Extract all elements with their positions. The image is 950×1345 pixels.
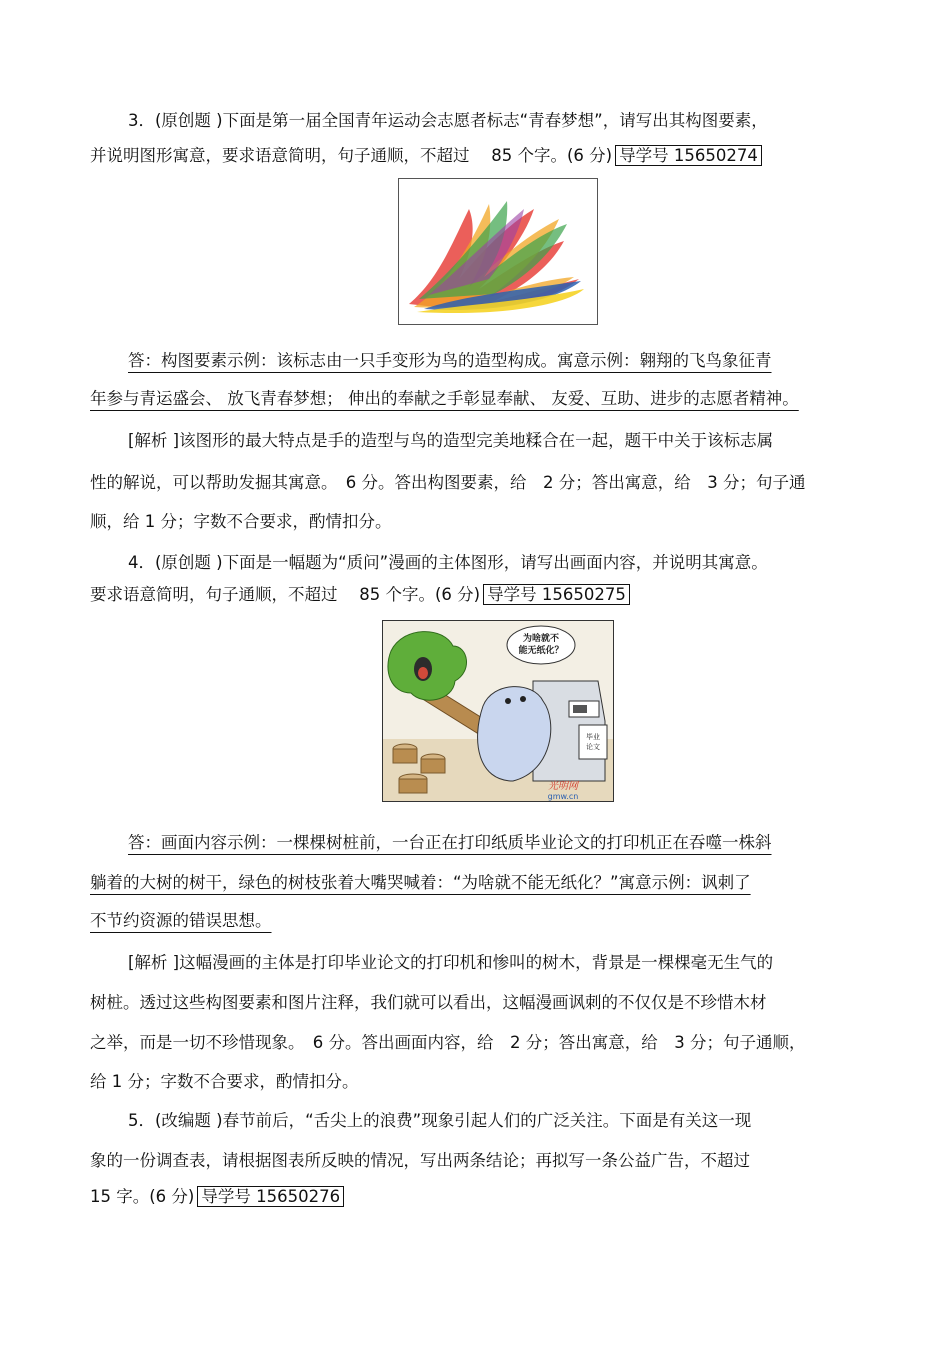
q3-answer-line2: 年参与青运盛会、 放飞青春梦想； 伸出的奉献之手彰显奉献、 友爱、互助、进步的志愿者精神。 (90, 389, 799, 408)
q4-answer-line2: 躺着的大树的树干，绿色的树枝张着大嘴哭喊着：“为啥就不能无纸化？”寓意示例：讽刺了 (90, 873, 751, 892)
q4-analysis-line1: [解析 ]这幅漫画的主体是打印毕业论文的打印机和惨叫的树木，背景是一棵棵毫无生气的 (128, 953, 774, 972)
q3-prompt-line2 (90, 145, 762, 167)
q3-analysis-line3: 顺，给 1 分；字数不合要求，酌情扣分。 (90, 512, 392, 531)
q4-analysis-line2: 树桩。透过这些构图要素和图片注释，我们就可以看出，这幅漫画讽刺的不仅仅是不珍惜木材 (90, 993, 767, 1012)
q5-guide-number: 导学号 15650276 (197, 1186, 344, 1207)
comic-figure (382, 620, 614, 802)
comic-paper-line2: 论文 (586, 743, 600, 751)
comic-watermark: 光明网 (548, 781, 578, 792)
q5-prompt-text: 15 字。(6 分) (90, 1187, 195, 1206)
q3-prompt-text: 并说明图形寓意，要求语意简明，句子通顺，不超过 85 个字。(6 分) (90, 146, 613, 165)
q3-guide-number: 导学号 15650274 (615, 145, 762, 166)
q5-prompt-line2: 象的一份调查表，请根据图表所反映的情况，写出两条结论；再拟写一条公益广告，不超过 (90, 1151, 750, 1170)
q4-answer-line3: 不节约资源的错误思想。 (90, 911, 272, 930)
comic-bubble-line1: 为啥就不 (522, 634, 560, 644)
q4-analysis-line4: 给 1 分；字数不合要求，酌情扣分。 (90, 1072, 359, 1091)
q5-prompt-line3 (90, 1186, 344, 1208)
volunteer-logo-figure (398, 178, 598, 325)
comic-site: gmw.cn (547, 792, 579, 801)
q4-analysis-line3: 之举，而是一切不珍惜现象。 6 分。答出画面内容，给 2 分；答出寓意，给 3 分；句子通顺， (90, 1033, 806, 1052)
q3-prompt-line1: 3．(原创题 )下面是第一届全国青年运动会志愿者标志“青春梦想”，请写出其构图要素， (128, 111, 768, 130)
comic-paper-line1: 毕业 (586, 733, 600, 741)
comic-illustration (383, 621, 613, 801)
comic-bubble-line2: 能无纸化？ (518, 646, 564, 656)
q4-prompt-line1: 4．(原创题 )下面是一幅题为“质问”漫画的主体图形，请写出画面内容，并说明其寓意。 (128, 553, 768, 572)
hand-bird-logo-image (399, 179, 597, 324)
q5-prompt-line1: 5．(改编题 )春节前后，“舌尖上的浪费”现象引起人们的广泛关注。下面是有关这一现 (128, 1111, 752, 1130)
q4-prompt-line2 (90, 584, 630, 606)
q4-prompt-text: 要求语意简明，句子通顺，不超过 85 个字。(6 分) (90, 585, 481, 604)
q3-analysis-line1: [解析 ]该图形的最大特点是手的造型与鸟的造型完美地糅合在一起，题干中关于该标志属 (128, 431, 774, 450)
q4-answer-line1: 答：画面内容示例：一棵棵树桩前，一台正在打印纸质毕业论文的打印机正在吞噬一株斜 (128, 833, 772, 852)
q3-answer-line1: 答：构图要素示例：该标志由一只手变形为鸟的造型构成。寓意示例：翱翔的飞鸟象征青 (128, 351, 772, 370)
q4-guide-number: 导学号 15650275 (483, 584, 630, 605)
q3-analysis-line2: 性的解说，可以帮助发掘其寓意。 6 分。答出构图要素，给 2 分；答出寓意，给 3 分；句子通 (90, 473, 806, 492)
